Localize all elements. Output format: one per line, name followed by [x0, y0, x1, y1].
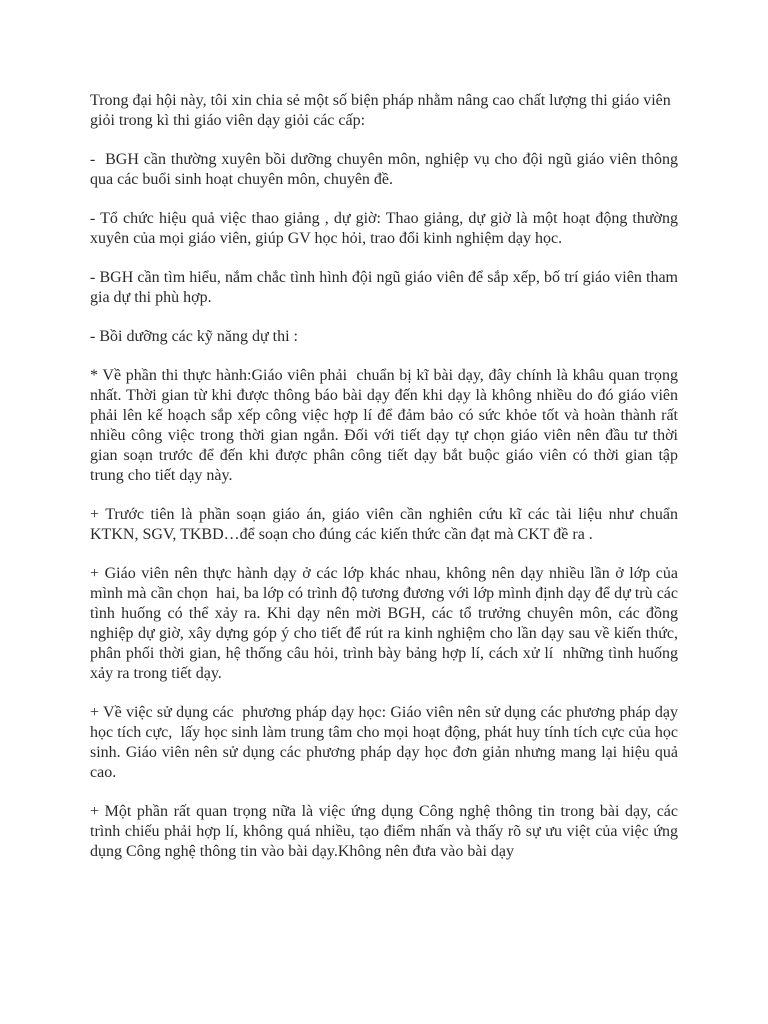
paragraph-class-observation: - Tổ chức hiệu quả việc thao giảng , dự giờ: Thao giảng, dự giờ là một hoạt động thường xuyên của mọi giáo viên, giúp GV học hỏi, trao đổi kinh nghiệm dạy học.	[90, 210, 682, 247]
document-body	[90, 91, 682, 881]
paragraph-bgh-training: - BGH cần thường xuyên bồi dưỡng chuyên môn, nghiệp vụ cho đội ngũ giáo viên thông qua các buổi sinh hoạt chuyên môn, chuyên đề.	[90, 151, 682, 188]
paragraph-teacher-selection: - BGH cần tìm hiểu, nắm chắc tình hình đội ngũ giáo viên để sắp xếp, bố trí giáo viên tham gia dự thi phù hợp.	[90, 269, 682, 306]
paragraph-exam-skills: - Bồi dưỡng các kỹ năng dự thi :	[90, 328, 298, 345]
intro-paragraph: Trong đại hội này, tôi xin chia sẻ một số biện pháp nhằm nâng cao chất lượng thi giáo viên giỏi trong kì thi giáo viên dạy giỏi các cấp:	[90, 92, 675, 129]
paragraph-lesson-planning: + Trước tiên là phần soạn giáo án, giáo viên cần nghiên cứu kĩ các tài liệu như chuẩn KTKN, SGV, TKBD…để soạn cho đúng các kiến thức cần đạt mà CKT đề ra .	[90, 506, 682, 543]
paragraph-it-application: + Một phần rất quan trọng nữa là việc ứng dụng Công nghệ thông tin trong bài dạy, các trình chiếu phải hợp lí, không quá nhiều, tạo điểm nhấn và thấy rõ sự ưu việt của việc ứng dụng Công nghệ thông tin vào bài dạy.Không nên đưa vào bài dạy	[90, 803, 682, 860]
paragraph-practice-teaching: + Giáo viên nên thực hành dạy ở các lớp khác nhau, không nên dạy nhiều lần ở lớp của mình mà cần chọn hai, ba lớp có trình độ tương đương với lớp mình định dạy để dự trù các tình huống có thể xảy ra. Khi dạy nên mời BGH, các tổ trưởng chuyên môn, các đồng nghiệp dự giờ, xây dựng góp ý cho tiết để rút ra kinh nghiệm cho lần dạy sau về kiến thức, phân phối thời gian, hệ thống câu hỏi, trình bày bảng hợp lí, cách xử lí những tình huống xảy ra trong tiết dạy.	[90, 565, 682, 682]
paragraph-teaching-methods: + Về việc sử dụng các phương pháp dạy học: Giáo viên nên sử dụng các phương pháp dạy học tích cực, lấy học sinh làm trung tâm cho mọi hoạt động, phát huy tính tích cực của học sinh. Giáo viên nên sử dụng các phương pháp dạy học đơn giản nhưng mang lại hiệu quả cao.	[90, 704, 682, 781]
paragraph-practice-section: * Về phần thi thực hành:Giáo viên phải chuẩn bị kĩ bài dạy, đây chính là khâu quan trọng nhất. Thời gian từ khi được thông báo bài dạy đến khi dạy là không nhiều do đó giáo viên phải lên kế hoạch sắp xếp công việc hợp lí để đảm bảo có sức khỏe tốt và hoàn thành rất nhiều công việc trong thời gian ngắn. Đối với tiết dạy tự chọn giáo viên nên đầu tư thời gian soạn trước để đến khi được phân công tiết dạy bắt buộc giáo viên có thời gian tập trung cho tiết dạy này.	[90, 367, 682, 484]
